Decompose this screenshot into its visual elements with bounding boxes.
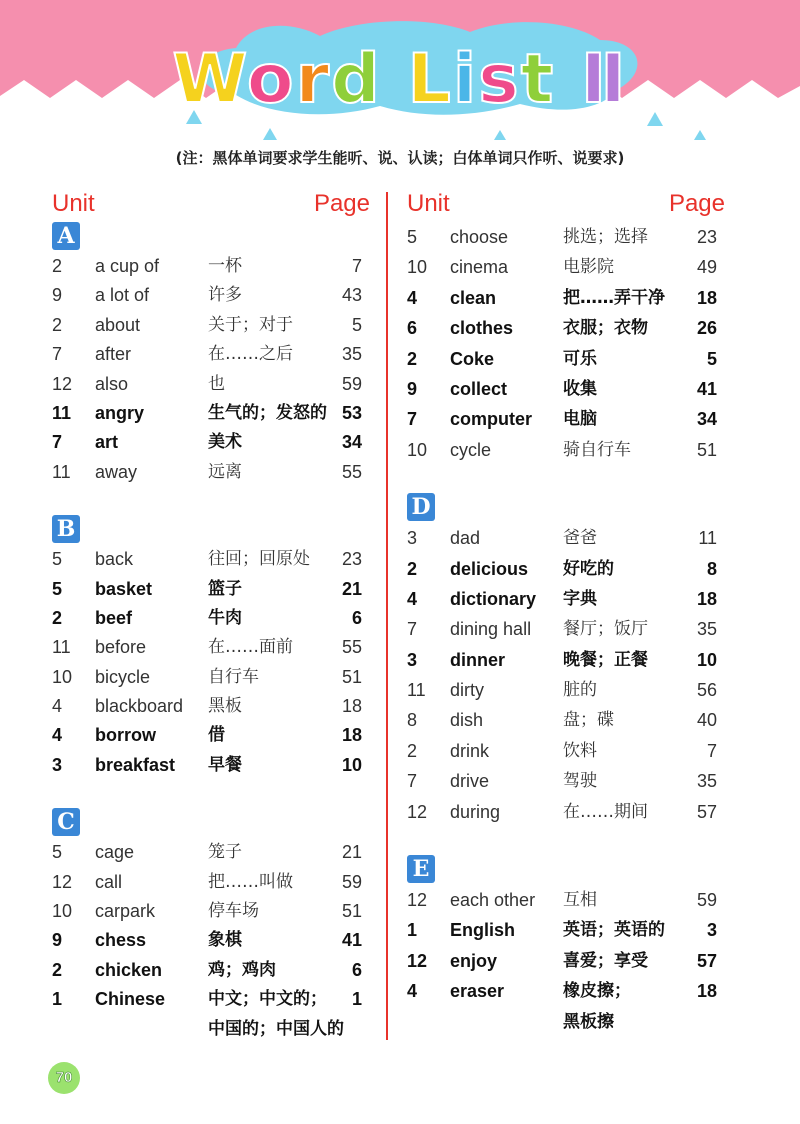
entry-meaning: 骑自行车 <box>563 439 631 460</box>
entry-meaning: 英语；英语的 <box>563 920 665 941</box>
entry-meaning: 喜爱；享受 <box>563 950 648 971</box>
entry-meaning: 餐厅；饭厅 <box>563 619 648 640</box>
entry-unit: 4 <box>407 588 418 609</box>
title-letter: s <box>478 40 521 119</box>
entry-meaning: 关于；对于 <box>208 314 293 335</box>
letter-section <box>405 493 725 827</box>
entry-page: 35 <box>341 344 362 365</box>
word-entry-row <box>50 751 370 780</box>
word-entry-row <box>50 604 370 633</box>
word-entry-row <box>50 428 370 457</box>
entry-word: angry <box>95 402 145 423</box>
entry-meaning: 笼子 <box>208 842 242 863</box>
entry-unit: 8 <box>407 710 418 731</box>
word-column-right <box>405 190 725 1037</box>
entry-unit: 12 <box>52 373 73 394</box>
word-entry-row <box>405 976 725 1006</box>
entry-meaning: 橡皮擦； <box>563 981 631 1002</box>
title-letter <box>382 40 408 119</box>
word-column-left <box>50 190 370 1044</box>
title-letter: o <box>246 40 296 119</box>
entry-page: 57 <box>696 950 717 971</box>
entry-word: chess <box>95 930 147 951</box>
entry-meaning: 远离 <box>208 461 242 482</box>
entry-word: about <box>95 314 141 335</box>
word-entry-row <box>50 663 370 692</box>
entry-meaning: 黑板擦 <box>563 1011 614 1032</box>
column-header <box>50 190 370 222</box>
entry-meaning: 可乐 <box>563 348 597 369</box>
word-entry-row <box>405 675 725 705</box>
word-entry-row <box>50 575 370 604</box>
entry-page: 35 <box>696 771 717 792</box>
entry-unit: 12 <box>407 890 428 911</box>
letter-section <box>405 222 725 465</box>
entry-word: cage <box>95 842 135 863</box>
entry-word: a cup of <box>95 256 160 276</box>
entry-meaning: 互相 <box>563 890 597 911</box>
entry-page: 55 <box>341 637 362 658</box>
entry-word: bicycle <box>95 666 151 687</box>
entry-page: 26 <box>696 318 717 339</box>
entry-page: 51 <box>696 439 717 460</box>
entry-unit: 9 <box>52 285 63 306</box>
entry-meaning: 美术 <box>208 432 242 453</box>
word-entry-row <box>50 252 370 281</box>
entry-page: 57 <box>696 801 717 822</box>
entry-unit: 11 <box>407 680 426 701</box>
entry-meaning: 电脑 <box>563 409 597 430</box>
entry-unit: 3 <box>52 754 63 775</box>
entry-unit: 12 <box>407 950 428 971</box>
word-entry-row <box>50 868 370 897</box>
entry-unit: 2 <box>407 348 418 369</box>
entry-meaning: 把……弄干净 <box>563 287 665 308</box>
entry-page: 34 <box>696 409 717 430</box>
entry-word: after <box>95 344 132 365</box>
entry-unit: 5 <box>407 227 418 247</box>
entry-unit: 10 <box>52 901 73 922</box>
entry-page: 8 <box>706 558 717 579</box>
word-entry-row <box>405 374 725 404</box>
entry-word: each other <box>450 890 536 911</box>
title-letter: t <box>520 40 556 119</box>
word-entry-row <box>405 584 725 614</box>
word-entry-row <box>405 797 725 827</box>
word-entry-row <box>50 838 370 867</box>
entry-unit: 10 <box>52 666 73 687</box>
entry-page: 56 <box>696 680 717 701</box>
entry-page: 10 <box>341 754 362 775</box>
entry-meaning: 晚餐；正餐 <box>563 649 648 670</box>
entry-page: 59 <box>696 890 717 911</box>
entry-unit: 11 <box>52 402 72 423</box>
entry-word: dish <box>450 710 484 731</box>
word-entry-row <box>50 281 370 310</box>
word-entry-row <box>50 1015 370 1044</box>
entry-page: 21 <box>341 578 362 599</box>
entry-word: Coke <box>450 348 495 369</box>
word-entry-row <box>405 614 725 644</box>
entry-meaning: 好吃的 <box>563 558 614 579</box>
entry-word: computer <box>450 409 533 430</box>
entry-word: dictionary <box>450 588 537 609</box>
entry-unit: 5 <box>52 578 63 599</box>
entry-word: English <box>450 920 516 941</box>
entry-unit: 6 <box>407 318 418 339</box>
entry-word: dining hall <box>450 619 532 640</box>
entry-unit: 2 <box>407 558 418 579</box>
word-entry-row <box>50 633 370 662</box>
word-entry-row <box>405 766 725 796</box>
entry-word: Chinese <box>95 989 166 1010</box>
word-entry-row <box>50 370 370 399</box>
entry-word: dinner <box>450 649 506 670</box>
word-entry-row <box>50 692 370 721</box>
word-entry-row <box>405 252 725 282</box>
section-letter-badge: A <box>52 222 80 250</box>
entry-meaning: 饮料 <box>563 740 597 761</box>
entry-page: 23 <box>696 227 717 247</box>
entry-unit: 9 <box>407 378 418 399</box>
entry-word: carpark <box>95 901 156 922</box>
entry-page: 7 <box>351 256 362 276</box>
entry-word: cycle <box>450 439 492 460</box>
entry-page: 18 <box>341 696 362 717</box>
entry-page: 34 <box>341 432 362 453</box>
entry-meaning: 生气的；发怒的 <box>208 402 327 423</box>
word-entry-row <box>50 897 370 926</box>
entry-word: delicious <box>450 558 529 579</box>
title-letter: Ⅱ <box>580 40 628 119</box>
entry-unit: 1 <box>52 989 63 1010</box>
entry-meaning: 中文；中文的； <box>208 989 327 1010</box>
entry-unit: 4 <box>407 981 418 1002</box>
letter-section <box>50 222 370 487</box>
column-divider <box>386 192 388 1040</box>
entry-meaning: 鸡；鸡肉 <box>208 959 276 980</box>
unit-header: Unit <box>407 190 450 217</box>
entry-word: away <box>95 461 138 482</box>
entry-meaning: 自行车 <box>208 666 259 687</box>
entry-unit: 5 <box>52 549 63 570</box>
entry-meaning: 许多 <box>208 285 242 306</box>
entry-word: call <box>95 871 123 892</box>
entry-word: clothes <box>450 318 514 339</box>
entry-page: 18 <box>696 588 717 609</box>
section-letter-badge: D <box>407 493 435 521</box>
entry-unit: 10 <box>407 257 428 278</box>
entry-page: 41 <box>696 378 717 399</box>
entry-unit: 3 <box>407 528 418 549</box>
entry-page: 59 <box>341 871 362 892</box>
word-entry-row <box>405 222 725 252</box>
letter-section <box>50 808 370 1044</box>
entry-meaning: 字典 <box>563 588 597 609</box>
entry-meaning: 脏的 <box>563 680 597 701</box>
entry-meaning: 驾驶 <box>563 771 597 792</box>
entry-word: also <box>95 373 129 394</box>
word-entry-row <box>405 915 725 945</box>
entry-meaning: 往回；回原处 <box>208 549 310 570</box>
entry-page: 18 <box>696 287 717 308</box>
letter-section <box>50 515 370 780</box>
title-letter: L <box>407 40 453 119</box>
entry-unit: 2 <box>52 314 63 335</box>
entry-word: breakfast <box>95 754 176 775</box>
entry-page: 51 <box>341 666 362 687</box>
page-header: Page <box>668 190 725 217</box>
entry-meaning: 把……叫做 <box>208 871 293 892</box>
entry-unit: 4 <box>52 725 63 746</box>
entry-meaning: 也 <box>208 373 225 394</box>
entry-word: a lot of <box>95 285 150 306</box>
entry-word: clean <box>450 287 497 308</box>
word-entry-row <box>405 1007 725 1037</box>
entry-unit: 9 <box>52 930 63 951</box>
entry-page: 1 <box>351 989 362 1010</box>
word-entry-row <box>50 340 370 369</box>
entry-unit: 12 <box>407 801 428 822</box>
entry-meaning: 借 <box>208 725 225 746</box>
title-letter: d <box>331 40 382 119</box>
entry-unit: 3 <box>407 649 418 670</box>
entry-meaning: 篮子 <box>208 578 242 599</box>
entry-meaning: 象棋 <box>208 930 242 951</box>
entry-page: 3 <box>706 920 717 941</box>
word-entry-row <box>405 283 725 313</box>
entry-word: drink <box>450 740 490 761</box>
entry-word: beef <box>95 607 133 628</box>
entry-unit: 7 <box>407 771 418 792</box>
entry-meaning: 盘；碟 <box>563 710 614 731</box>
entry-meaning: 在……期间 <box>563 801 648 822</box>
entry-word: eraser <box>450 981 505 1002</box>
entry-meaning: 衣服；衣物 <box>563 318 648 339</box>
word-entry-row <box>50 926 370 955</box>
entry-unit: 10 <box>407 439 428 460</box>
entry-meaning: 爸爸 <box>563 528 597 549</box>
entry-page: 40 <box>696 710 717 731</box>
entry-meaning: 牛肉 <box>208 607 242 628</box>
entry-page: 43 <box>341 285 362 306</box>
entry-unit: 11 <box>52 461 71 482</box>
entry-unit: 2 <box>52 256 63 276</box>
word-entry-row <box>405 313 725 343</box>
entry-page: 23 <box>341 549 362 570</box>
unit-header: Unit <box>52 190 95 217</box>
entry-word: cinema <box>450 257 509 278</box>
word-entry-row <box>50 399 370 428</box>
column-header <box>405 190 725 222</box>
entry-word: drive <box>450 771 490 792</box>
entry-unit: 2 <box>407 740 418 761</box>
entry-unit: 4 <box>407 287 418 308</box>
entry-page: 18 <box>696 981 717 1002</box>
letter-section <box>405 855 725 1037</box>
word-entry-row <box>50 721 370 750</box>
entry-word: art <box>95 432 119 453</box>
page-number: 70 <box>48 1062 80 1094</box>
word-entry-row <box>405 554 725 584</box>
word-entry-row <box>405 344 725 374</box>
entry-page: 5 <box>351 314 362 335</box>
section-letter-badge: B <box>52 515 80 543</box>
word-entry-row <box>50 311 370 340</box>
usage-note: (注：黑体单词要求学生能听、说、认读；白体单词只作听、说要求) <box>175 149 625 167</box>
word-entry-row <box>50 985 370 1014</box>
word-entry-row <box>50 545 370 574</box>
entry-unit: 12 <box>52 871 73 892</box>
entry-meaning: 挑选；选择 <box>563 227 648 247</box>
entry-word: during <box>450 801 501 822</box>
word-entry-row <box>405 645 725 675</box>
entry-unit: 7 <box>407 409 418 430</box>
entry-page: 10 <box>696 649 717 670</box>
entry-meaning: 在……之后 <box>208 344 293 365</box>
section-letter-badge: C <box>52 808 80 836</box>
word-entry-row <box>405 885 725 915</box>
entry-page: 41 <box>341 930 362 951</box>
entry-word: dirty <box>450 680 485 701</box>
section-letter-badge: E <box>407 855 435 883</box>
entry-unit: 1 <box>407 920 418 941</box>
entry-page: 6 <box>351 607 362 628</box>
entry-word: before <box>95 637 147 658</box>
entry-unit: 2 <box>52 607 63 628</box>
entry-word: basket <box>95 578 153 599</box>
entry-unit: 2 <box>52 959 63 980</box>
entry-unit: 7 <box>52 344 63 365</box>
entry-meaning: 在……面前 <box>208 637 293 658</box>
entry-meaning: 早餐 <box>208 754 242 775</box>
entry-page: 18 <box>341 725 362 746</box>
entry-page: 21 <box>341 842 362 863</box>
entry-word: enjoy <box>450 950 498 971</box>
entry-page: 11 <box>698 528 717 549</box>
page-header: Page <box>313 190 370 217</box>
title-letter: r <box>295 40 332 119</box>
entry-word: chicken <box>95 959 163 980</box>
word-entry-row <box>50 956 370 985</box>
word-entry-row <box>50 458 370 487</box>
entry-unit: 7 <box>407 619 418 640</box>
entry-unit: 5 <box>52 842 63 863</box>
entry-unit: 11 <box>52 637 71 658</box>
entry-word: blackboard <box>95 696 184 717</box>
entry-word: back <box>95 549 134 570</box>
page-title <box>0 40 800 119</box>
word-entry-row <box>405 946 725 976</box>
entry-word: dad <box>450 528 481 549</box>
entry-page: 55 <box>341 461 362 482</box>
entry-meaning: 收集 <box>563 378 597 399</box>
entry-unit: 7 <box>52 432 63 453</box>
entry-word: borrow <box>95 725 156 746</box>
entry-meaning: 停车场 <box>208 901 259 922</box>
entry-word: collect <box>450 378 508 399</box>
word-entry-row <box>405 523 725 553</box>
entry-word: choose <box>450 227 509 247</box>
title-letter: W <box>172 40 247 119</box>
word-entry-row <box>405 435 725 465</box>
word-entry-row <box>405 404 725 434</box>
entry-page: 53 <box>341 402 362 423</box>
entry-page: 51 <box>341 901 362 922</box>
title-letter <box>555 40 581 119</box>
entry-page: 6 <box>351 959 362 980</box>
entry-meaning: 黑板 <box>208 696 242 717</box>
entry-page: 35 <box>696 619 717 640</box>
title-letter: i <box>452 40 479 119</box>
entry-unit: 4 <box>52 696 63 717</box>
entry-page: 7 <box>706 740 717 761</box>
entry-page: 49 <box>696 257 717 278</box>
entry-meaning: 中国的；中国人的 <box>208 1018 344 1039</box>
word-entry-row <box>405 736 725 766</box>
entry-page: 5 <box>706 348 717 369</box>
entry-meaning: 电影院 <box>563 257 614 278</box>
entry-meaning: 一杯 <box>208 256 242 276</box>
word-entry-row <box>405 705 725 735</box>
entry-page: 59 <box>341 373 362 394</box>
